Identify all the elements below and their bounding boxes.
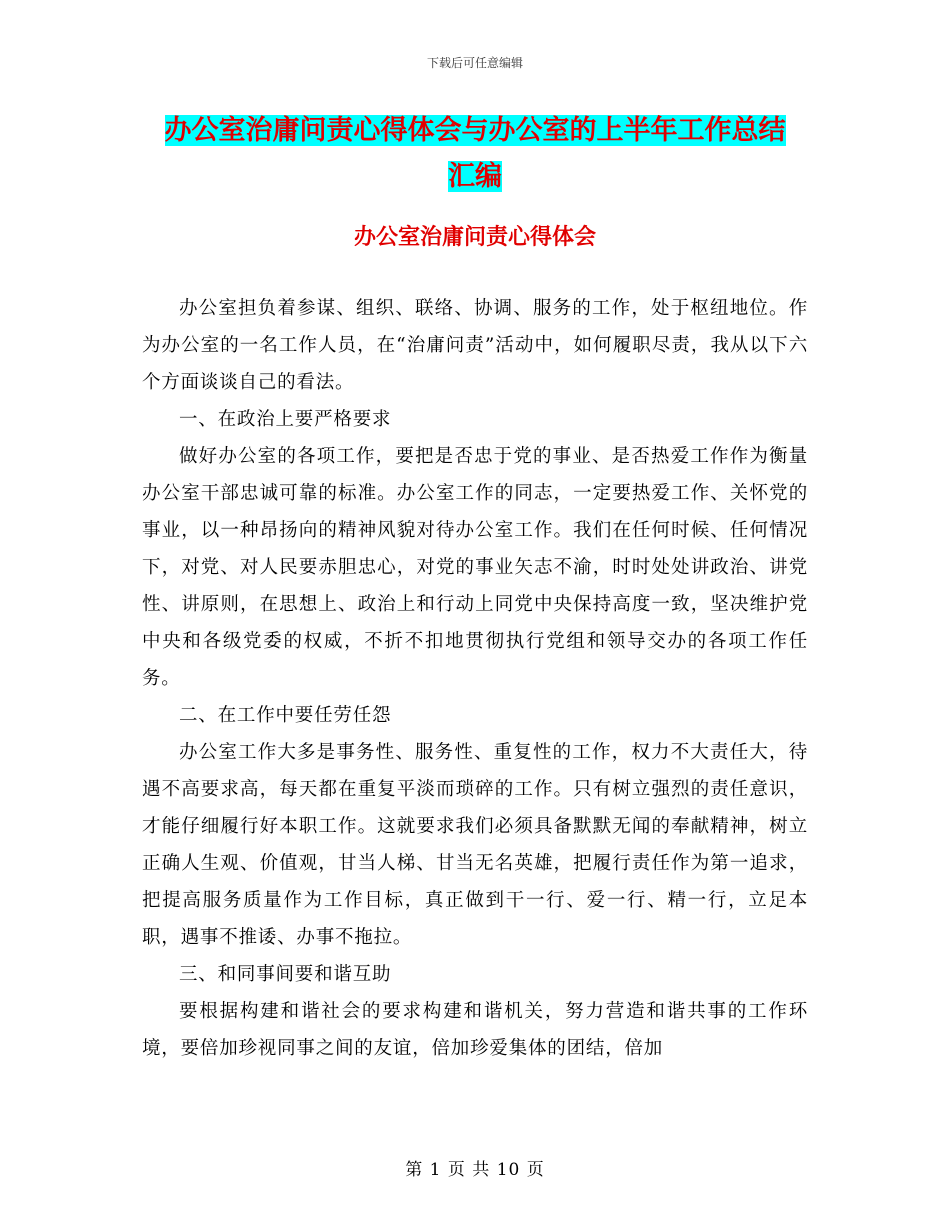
heading-3: 三、和同事间要和谐互助 bbox=[179, 964, 392, 985]
body-text bbox=[142, 290, 808, 1067]
paragraph: 做好办公室的各项工作，要把是否忠于党的事业、是否热爱工作作为衡量办公室干部忠诚可靠的标准。办公室工作的同志，一定要热爱工作、关怀党的事业，以一种昂扬向的精神风貌对待办公室工作。我们在任何时候、任何情况下，对党、对人民要赤胆忠心，对党的事业矢志不渝，时时处处讲政治、讲党性、讲原则，在思想上、政治上和行动上同党中央保持高度一致，坚决维护党中央和各级党委的权威，不折不扣地贯彻执行党组和领导交办的各项工作任务。 bbox=[142, 446, 808, 689]
header-note: 下载后可任意编辑 bbox=[426, 56, 523, 70]
paragraph: 办公室担负着参谋、组织、联络、协调、服务的工作，处于枢纽地位。作为办公室的一名工作人员，在“治庸问责”活动中，如何履职尽责，我从以下六个方面谈谈自己的看法。 bbox=[142, 298, 808, 393]
section-title: 办公室治庸问责心得体会 bbox=[353, 225, 596, 250]
document-title bbox=[130, 108, 820, 200]
heading-2: 二、在工作中要任劳任怨 bbox=[179, 705, 392, 726]
title-line-1: 办公室治庸问责心得体会与办公室的上半年工作总结 bbox=[164, 115, 786, 146]
heading-1: 一、在政治上要严格要求 bbox=[179, 409, 392, 430]
paragraph: 要根据构建和谐社会的要求构建和谐机关，努力营造和谐共事的工作环境，要倍加珍视同事之间的友谊，倍加珍爱集体的团结，倍加 bbox=[142, 1001, 808, 1059]
paragraph: 办公室工作大多是事务性、服务性、重复性的工作，权力不大责任大，待遇不高要求高，每天都在重复平淡而琐碎的工作。只有树立强烈的责任意识，才能仔细履行好本职工作。这就要求我们必须具备默默无闻的奉献精神，树立正确人生观、价值观，甘当人梯、甘当无名英雄，把履行责任作为第一追求，把提高服务质量作为工作目标，真正做到干一行、爱一行、精一行，立足本职，遇事不推诿、办事不拖拉。 bbox=[142, 742, 808, 948]
title-line-2: 汇编 bbox=[448, 161, 502, 192]
page-footer: 第 1 页 共 10 页 bbox=[405, 1160, 545, 1180]
